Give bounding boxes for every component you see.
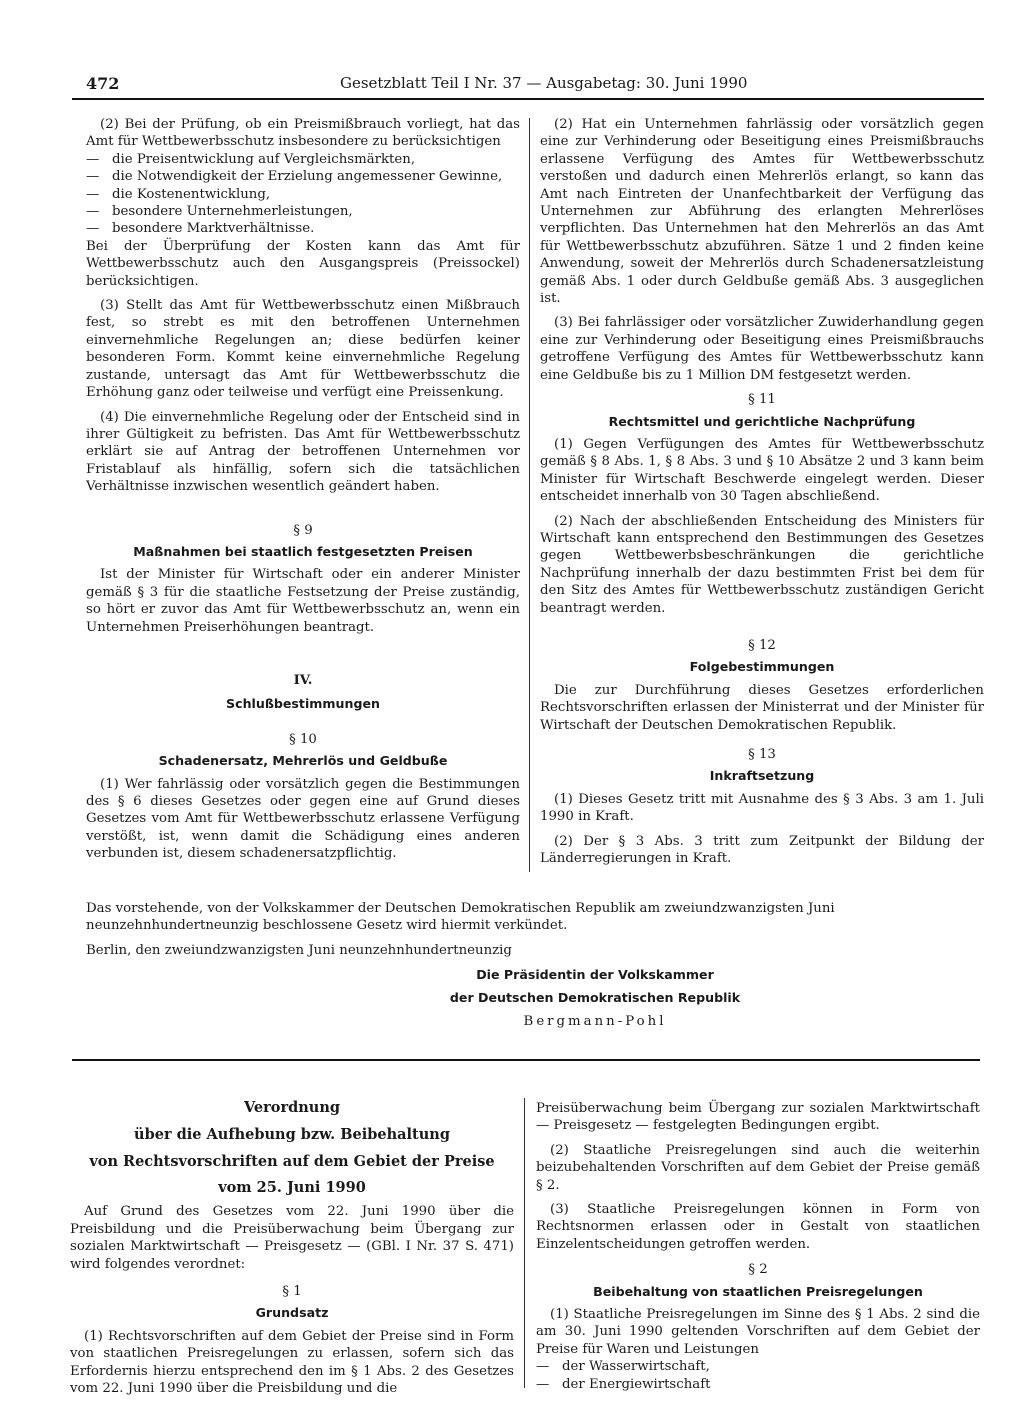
section-13-number: § 13 xyxy=(748,747,776,762)
verordnung-title-3: von Rechtsvorschriften auf dem Gebiet der Preise xyxy=(89,1153,495,1170)
list-item: — besondere Marktverhältnisse. xyxy=(86,220,520,237)
section-9-number: § 9 xyxy=(293,522,313,538)
signatory-name: Bergmann-Pohl xyxy=(523,1014,667,1030)
verordnung-section-2-title: Beibehaltung von staatlichen Preisregelungen xyxy=(593,1283,923,1299)
right-column xyxy=(540,116,984,874)
signature-office-1: Die Präsidentin der Volkskammer xyxy=(476,967,714,983)
list-item: — der Wasserwirtschaft, xyxy=(536,1358,980,1375)
list-item: — die Preisentwicklung auf Vergleichsmärkten, xyxy=(86,151,520,168)
section-11-number: § 11 xyxy=(748,392,776,408)
verordnung-continuation: Preisüberwachung beim Übergang zur sozialen Marktwirtschaft — Preisgesetz — festgelegten Bedingungen ergibt. xyxy=(536,1101,980,1134)
section-13-title: Inkraftsetzung xyxy=(709,768,815,784)
section-separator-rule xyxy=(72,1059,980,1061)
page-number: 472 xyxy=(86,74,120,93)
section-9-text: Ist der Minister für Wirtschaft oder ein anderer Minister gemäß § 3 für die staatliche Festsetzung der Preise zuständig, so hört er zuvor das Amt für Wettbewerbsschutz an, wenn ein Unternehmen Preiserhöhungen beantragt. xyxy=(86,567,520,635)
verordnung-section-1-paragraph-1: (1) Rechtsvorschriften auf dem Gebiet der Preise sind in Form von staatlichen Preisregelungen zu erlassen, sofern sich das Erfordernis hierzu entsprechend den im § 1 Abs. 2 des Gesetzes vom 22. Juni 1990 über die Preisbildung und die xyxy=(70,1328,514,1397)
section-12-text: Die zur Durchführung dieses Gesetzes erforderlichen Rechtsvorschriften erlassen der Ministerrat und der Minister für Wirtschaft der Deutschen Demokratischen Republik. xyxy=(540,682,984,733)
verordnung-intro: Auf Grund des Gesetzes vom 22. Juni 1990 über die Preisbildung und die Preisüberwachung beim Übergang zur sozialen Marktwirtschaft — Preisgesetz — (GBl. I Nr. 37 S. 471) wird folgendes verordnet: xyxy=(70,1204,514,1272)
section-13-paragraph-1: (1) Dieses Gesetz tritt mit Ausnahme des § 3 Abs. 3 am 1. Juli 1990 in Kraft. xyxy=(540,791,984,825)
verordnung-left-column xyxy=(70,1098,514,1404)
verordnung-title-1: Verordnung xyxy=(244,1099,340,1116)
header-rule xyxy=(72,98,984,100)
section-10-paragraph-1: (1) Wer fahrlässig oder vorsätzlich gegen die Bestimmungen des § 6 dieses Gesetzes oder gegen eine auf Grund dieses Gesetzes vom Amt für Wettbewerbsschutz erlassene Verfügung verstößt, ist, wenn damit die Schädigung eines anderen verbunden ist, diesem schadenersatzpflichtig. xyxy=(86,776,520,862)
section-11-paragraph-2: (2) Nach der abschließenden Entscheidung des Ministers für Wirtschaft kann entsprechend den Bestimmungen des Gesetzes gegen Wettbewerbsbeschränkungen die gerichtliche Nachprüfung innerhalb der dazu bestimmten Frist bei dem für den Sitz des Amtes für Wettbewerbsschutz zuständigen Gericht beantragt werden. xyxy=(540,513,984,616)
section-12-title: Folgebestimmungen xyxy=(689,659,835,675)
verordnung-title-2: über die Aufhebung bzw. Beibehaltung xyxy=(134,1126,450,1143)
paragraph-8-3: (3) Stellt das Amt für Wettbewerbsschutz einen Mißbrauch fest, so strebt es mit den betroffenen Unternehmen einvernehmliche Regelungen an; diese bedürfen keiner besonderen Form. Kommt keine einvernehmliche Regelung zustande, untersagt das Amt für Wettbewerbsschutz die Erhöhung ganz oder teilweise und verfügt eine Preissenkung. xyxy=(86,298,520,401)
part-iv-number: IV. xyxy=(293,672,313,688)
paragraph-8-2: (2) Bei der Prüfung, ob ein Preismißbrauch vorliegt, hat das Amt für Wettbewerbsschutz insbesondere zu berücksichtigen xyxy=(86,117,520,150)
section-10-number: § 10 xyxy=(289,731,317,747)
list-item: — die Kostenentwicklung, xyxy=(86,186,520,203)
verordnung-section-1-paragraph-3: (3) Staatliche Preisregelungen können in Form von Rechtsnormen erlassen oder in Gestalt von staatlichen Einzelentscheidungen getroffen werden. xyxy=(536,1202,980,1252)
section-10-paragraph-2: (2) Hat ein Unternehmen fahrlässig oder vorsätzlich gegen eine zur Verhinderung oder Beseitigung eines Preismißbrauchs erlassene Verfügung des Amtes für Wettbewerbsschutz verstoßen und dadurch einen Mehrerlös erlangt, so kann das Amt nach Eintreten der Unanfechtbarkeit der Verfügung das Unternehmen zur Abführung des erlangten Mehrerlöses verpflichten. Das Unternehmen hat den Mehrerlös an das Amt für Wettbewerbsschutz abzuführen. Sätze 1 und 2 finden keine Anwendung, soweit der Mehrerlös durch Schadenersatzleistung gemäß Abs. 1 oder durch Geldbuße gemäß Abs. 3 ausgeglichen ist. xyxy=(540,117,984,307)
verordnung-section-2-number: § 2 xyxy=(748,1262,768,1278)
verordnung-section-2-paragraph-1: (1) Staatliche Preisregelungen im Sinne des § 1 Abs. 2 sind die am 30. Juni 1990 geltenden Vorschriften auf dem Gebiet der Preise für Waren und Leistungen xyxy=(536,1307,980,1357)
place-and-date: Berlin, den zweiundzwanzigsten Juni neunzehnhundertneunzig xyxy=(86,942,512,958)
lower-column-divider xyxy=(524,1098,525,1388)
section-10-title: Schadenersatz, Mehrerlös und Geldbuße xyxy=(158,753,448,769)
verordnung-section-1-paragraph-2: (2) Staatliche Preisregelungen sind auch die weiterhin beizubehaltenden Vorschriften auf dem Gebiet der Preise gemäß § 2. xyxy=(536,1142,980,1193)
list-item: — der Energiewirtschaft xyxy=(536,1376,980,1393)
page-header xyxy=(86,74,954,96)
section-10-paragraph-3: (3) Bei fahrlässiger oder vorsätzlicher Zuwiderhandlung gegen eine zur Verhinderung oder Beseitigung eines Preismißbrauchs getroffene Verfügung des Amtes für Wettbewerbsschutz kann eine Geldbuße bis zu 1 Million DM festgesetzt werden. xyxy=(540,315,984,383)
list-item: — besondere Unternehmerleistungen, xyxy=(86,203,520,220)
verordnung-section-1-title: Grundsatz xyxy=(255,1305,329,1321)
verordnung-date: vom 25. Juni 1990 xyxy=(218,1179,366,1196)
list-item: — die Notwendigkeit der Erzielung angemessener Gewinne, xyxy=(86,168,520,185)
paragraph-8-2-tail: Bei der Überprüfung der Kosten kann das Amt für Wettbewerbsschutz auch den Ausgangspreis (Preissockel) berücksichtigen. xyxy=(86,238,520,289)
gazette-title: Gesetzblatt Teil I Nr. 37 — Ausgabetag: 30. Juni 1990 xyxy=(340,74,748,92)
signature-office-2: der Deutschen Demokratischen Republik xyxy=(449,990,741,1006)
section-12-number: § 12 xyxy=(748,637,776,653)
verordnung-sector-list xyxy=(536,1358,980,1393)
section-11-title: Rechtsmittel und gerichtliche Nachprüfung xyxy=(608,413,916,429)
section-11-paragraph-1: (1) Gegen Verfügungen des Amtes für Wettbewerbsschutz gemäß § 8 Abs. 1, § 8 Abs. 3 und § 10 Absätze 2 und 3 kann beim Minister für Wirtschaft Beschwerde eingelegt werden. Dieser entscheidet innerhalb von 30 Tagen abschließend. xyxy=(540,436,984,505)
section-9-title: Maßnahmen bei staatlich festgesetzten Preisen xyxy=(133,543,473,559)
part-iv-title: Schlußbestimmungen xyxy=(226,696,380,712)
left-column xyxy=(86,116,520,870)
enactment-text: Das vorstehende, von der Volkskammer der Deutschen Demokratischen Republik am zweiundzwanzigsten Juni neunzehnhundertneunzig beschlossene Gesetz wird hiermit verkündet. xyxy=(86,901,835,934)
paragraph-8-4: (4) Die einvernehmliche Regelung oder der Entscheid sind in ihrer Gültigkeit zu befristen. Das Amt für Wettbewerbsschutz erklärt sie auf Antrag der betroffenen Unternehmen vor Fristablauf als hinfällig, sofern sich die tatsächlichen Verhältnisse inzwischen wesentlich geändert haben. xyxy=(86,409,520,495)
column-divider xyxy=(529,118,530,872)
section-13-paragraph-2: (2) Der § 3 Abs. 3 tritt zum Zeitpunkt der Bildung der Länderregierungen in Kraft. xyxy=(540,833,984,867)
enactment-block xyxy=(86,900,984,1038)
verordnung-section-1-number: § 1 xyxy=(282,1284,302,1300)
verordnung-right-column xyxy=(536,1100,980,1393)
criteria-list xyxy=(86,151,520,238)
